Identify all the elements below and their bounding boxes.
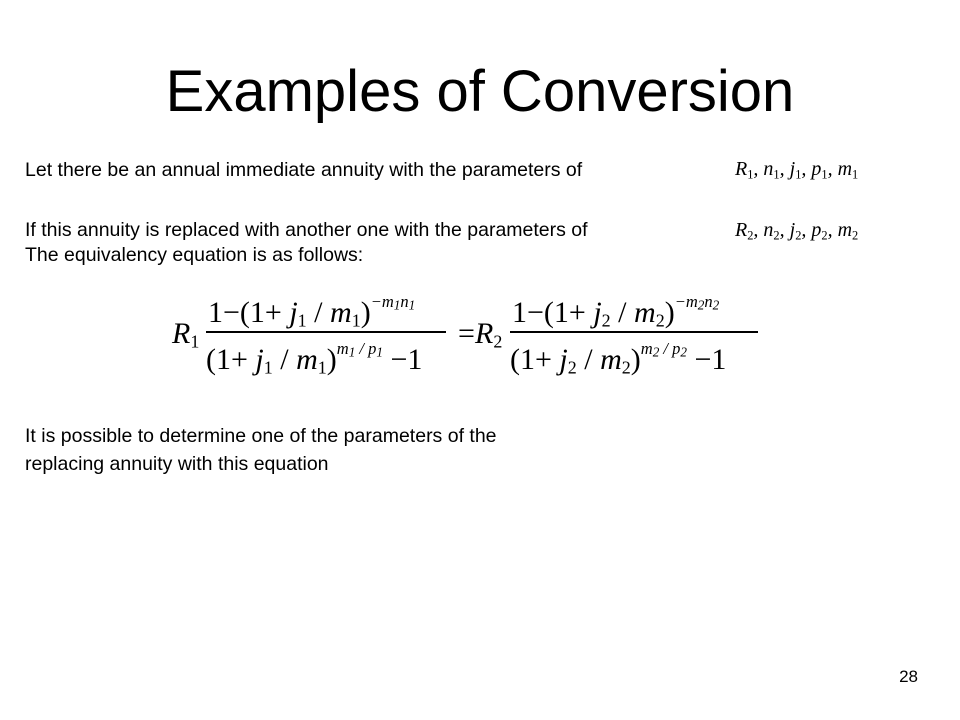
page-number: 28 xyxy=(899,667,918,686)
equivalency-equation xyxy=(170,282,770,392)
rhs-numerator: $1-(1+ j_2 / m_2)^{-m_2n_2}$ xyxy=(512,292,720,331)
lhs-numerator: $1-(1+ j_1 / m_1)^{-m_1n_1}$ xyxy=(208,292,416,331)
conclusion-text-2: replacing annuity with this equation xyxy=(25,453,329,475)
lhs-coefficient: $R_1$ xyxy=(172,317,200,352)
replacement-text: If this annuity is replaced with another one with the parameters of xyxy=(25,219,588,241)
slide-title: Examples of Conversion xyxy=(165,59,795,124)
intro-text: Let there be an annual immediate annuity with the parameters of xyxy=(25,159,583,181)
rhs-denominator: $(1+ j_2 / m_2)^{m_2 / p_2} -1$ xyxy=(510,339,727,378)
params-set-1: $R_1$, $n_1$, $j_1$, $p_1$, $m_1$ xyxy=(735,158,859,182)
rhs-coefficient: $R_2$ xyxy=(475,317,503,352)
conclusion-text-1: It is possible to determine one of the parameters of the xyxy=(25,425,497,447)
equation-intro-text: The equivalency equation is as follows: xyxy=(25,244,364,266)
equals-sign: = xyxy=(458,317,475,350)
params-set-2: $R_2$, $n_2$, $j_2$, $p_2$, $m_2$ xyxy=(735,219,859,243)
lhs-denominator: $(1+ j_1 / m_1)^{m_1 / p_1} -1$ xyxy=(206,339,423,378)
